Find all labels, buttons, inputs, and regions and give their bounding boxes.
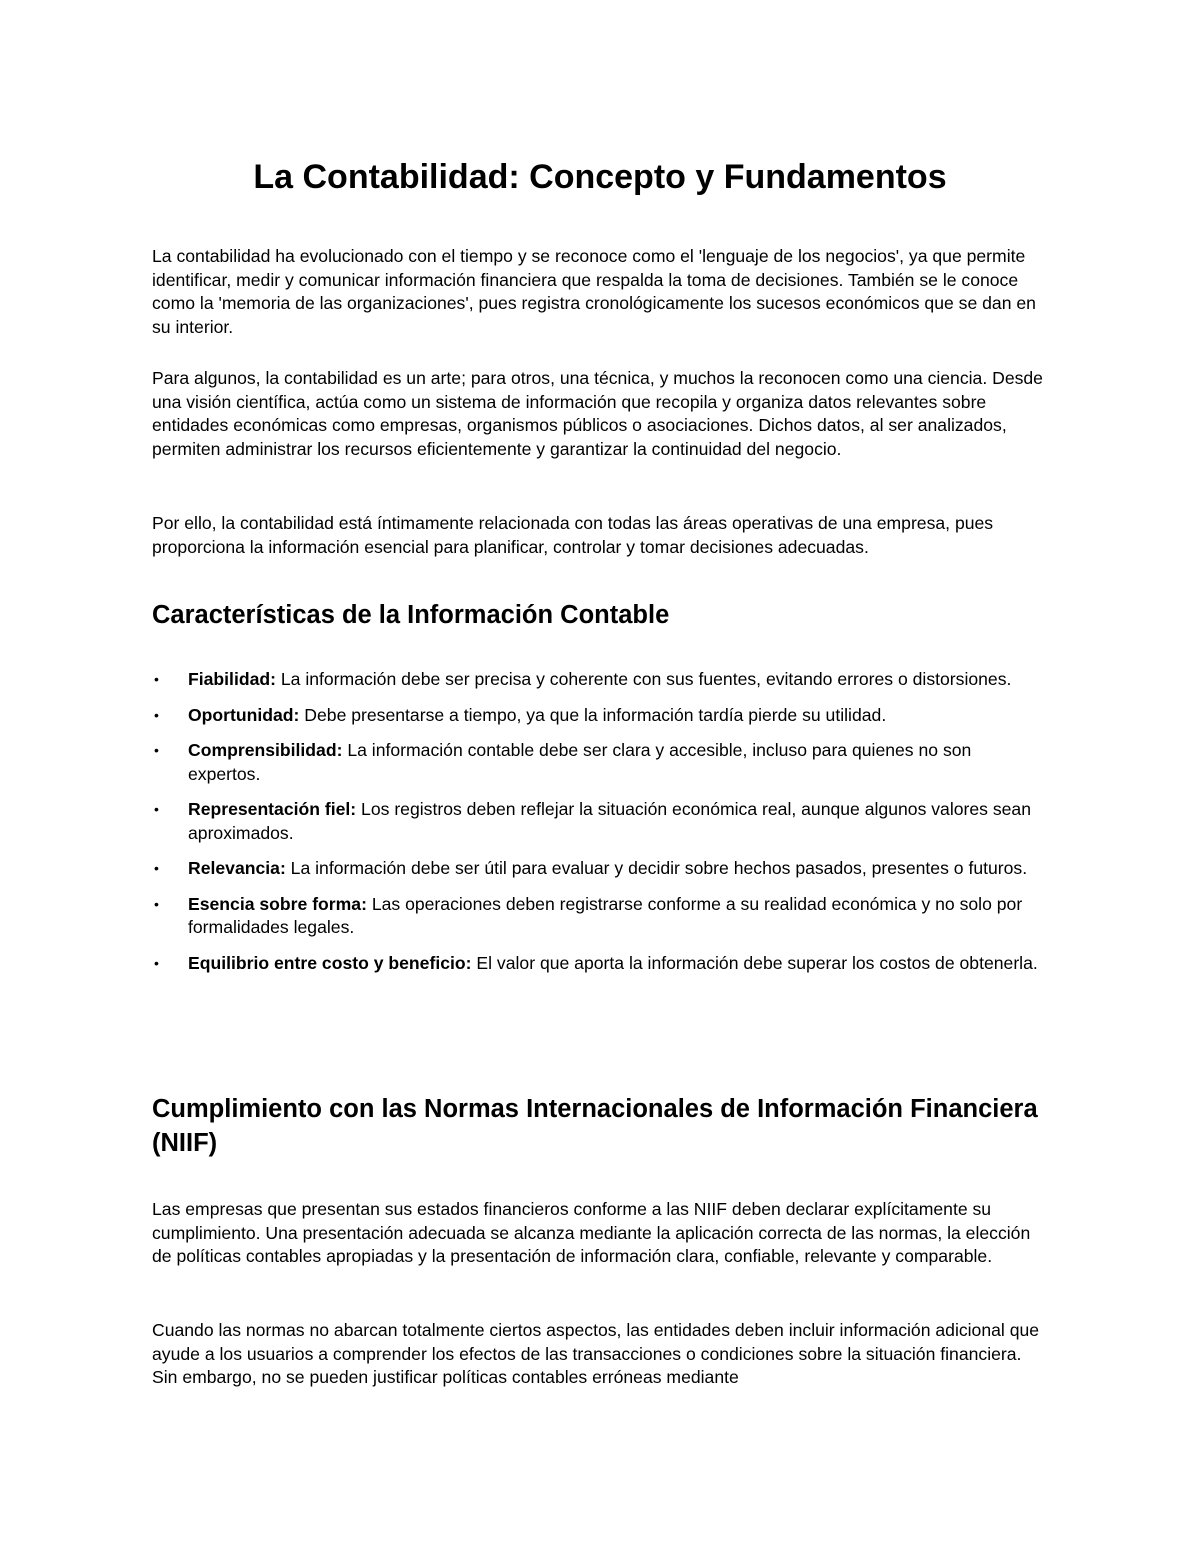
list-item <box>152 798 1048 845</box>
bullet-icon: • <box>154 671 159 687</box>
item-term: Equilibrio entre costo y beneficio: <box>188 952 472 973</box>
characteristics-heading: Características de la Información Contable <box>152 601 670 629</box>
item-term: Comprensibilidad: <box>188 740 343 760</box>
characteristics-list <box>152 668 1048 987</box>
item-term: Representación fiel: <box>188 799 357 819</box>
item-text: Debe presentarse a tiempo, ya que la información tardía pierde su utilidad. <box>299 704 887 725</box>
list-item <box>152 704 1048 728</box>
niif-paragraph-2: Cuando las normas no abarcan totalmente ciertos aspectos, las entidades deben incluir información adicional que ayude a los usuarios a comprender los efectos de las transacciones o condiciones sobre la situación financiera. Sin embargo, no se pueden justificar políticas contables erróneas mediante <box>152 1320 1040 1387</box>
bullet-icon: • <box>154 954 159 971</box>
list-item <box>152 739 1048 786</box>
bullet-icon: • <box>154 742 159 758</box>
list-item <box>152 668 1048 692</box>
niif-heading: Cumplimiento con las Normas Internacionales de Información Financiera (NIIF) <box>152 1095 1038 1157</box>
item-term: Oportunidad: <box>188 704 300 725</box>
bullet-icon: • <box>154 706 159 723</box>
intro-paragraph-1: La contabilidad ha evolucionado con el tiempo y se reconoce como el 'lenguaje de los negocios', ya que permite identificar, medir y comunicar información financiera que respalda la toma de decisiones. También se le conoce como la 'memoria de las organizaciones', pues registra cronológicamente los sucesos económicos que se dan en su interior. <box>152 246 1036 337</box>
niif-paragraph-1: Las empresas que presentan sus estados financieros conforme a las NIIF deben declarar explícitamente su cumplimiento. Una presentación adecuada se alcanza mediante la aplicación correcta de las normas, la elección de políticas contables apropiadas y la presentación de información clara, confiable, relevante y comparable. <box>152 1199 1031 1266</box>
bullet-icon: • <box>154 801 159 817</box>
item-term: Fiabilidad: <box>188 669 276 689</box>
item-text: La información contable debe ser clara y accesible, incluso para quienes no son expertos. <box>188 740 972 784</box>
bullet-icon: • <box>154 860 159 876</box>
item-text: Los registros deben reflejar la situación económica real, aunque algunos valores sean aproximados. <box>188 799 1032 843</box>
list-item <box>152 952 1048 976</box>
bullet-icon: • <box>154 895 159 912</box>
list-item <box>152 857 1048 881</box>
item-text: Las operaciones deben registrarse conforme a su realidad económica y no solo por formalidades legales. <box>188 893 1023 937</box>
item-term: Relevancia: <box>188 858 286 878</box>
item-text: El valor que aporta la información debe superar los costos de obtenerla. <box>471 952 1038 973</box>
list-item <box>152 893 1048 940</box>
intro-paragraph-3: Por ello, la contabilidad está íntimamente relacionada con todas las áreas operativas de una empresa, pues proporciona la información esencial para planificar, controlar y tomar decisiones adecuadas. <box>152 513 994 557</box>
intro-paragraph-2: Para algunos, la contabilidad es un arte; para otros, una técnica, y muchos la reconocen como una ciencia. Desde una visión científica, actúa como un sistema de información que recopila y organiza datos relevantes sobre entidades económicas como empresas, organismos públicos o asociaciones. Dichos datos, al ser analizados, permiten administrar los recursos eficientemente y garantizar la continuidad del negocio. <box>152 368 1043 459</box>
item-term: Esencia sobre forma: <box>188 893 367 914</box>
item-text: La información debe ser útil para evaluar y decidir sobre hechos pasados, presentes o futuros. <box>285 858 1028 878</box>
item-text: La información debe ser precisa y coherente con sus fuentes, evitando errores o distorsiones. <box>275 669 1012 689</box>
page-title: La Contabilidad: Concepto y Fundamentos <box>253 158 947 196</box>
